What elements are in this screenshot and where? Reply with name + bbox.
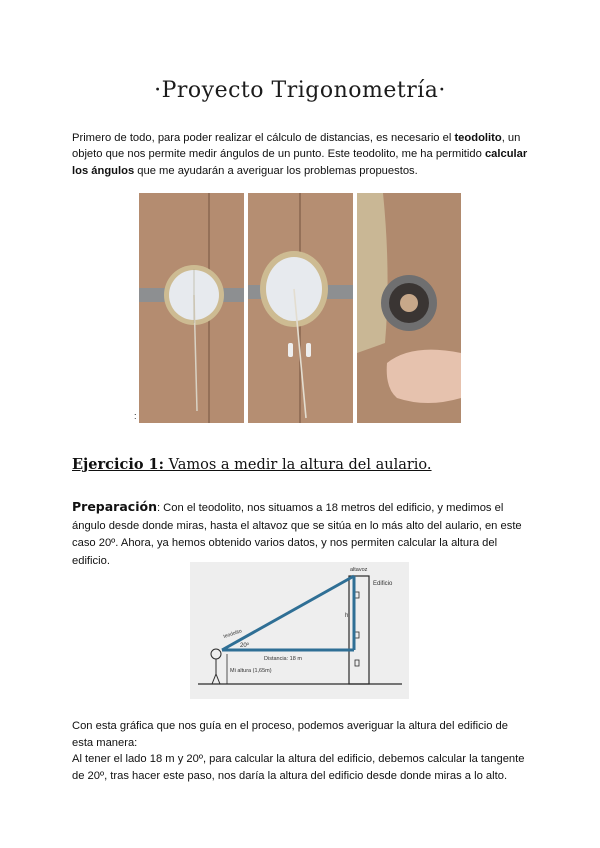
theodolite-photos	[139, 193, 461, 423]
theodolite-photo-tube	[357, 193, 461, 423]
intro-bold-teodolito: teodolito	[454, 132, 502, 144]
theodolite-photo-angle	[248, 193, 353, 423]
preparation-lead: Preparación	[72, 499, 157, 514]
theodolite-photo-front	[139, 193, 244, 423]
intro-text-2: , un objeto que nos permite medir ángulos de un punto. Este teodolito, me ha permitido	[72, 132, 521, 161]
diagram-label-theodolite: teodolito	[222, 628, 243, 640]
diagram-label-my-height: Mi altura (1,65m)	[230, 668, 272, 674]
diagram-label-distance: Distancia: 18 m	[264, 656, 302, 662]
conclusion-paragraph	[72, 718, 530, 784]
exercise-heading	[72, 456, 432, 473]
exercise-title: Vamos a medir la altura del aulario.	[164, 457, 432, 473]
conclusion-line-1: Con esta gráfica que nos guía en el proceso, podemos averiguar la altura del edificio de esta manera:	[72, 720, 508, 749]
conclusion-line-2: Al tener el lado 18 m y 20º, para calcular la altura del edificio, debemos calcular la tangente de 20º, tras hacer este paso, nos daría la altura del edificio desde donde miras a lo alto.	[72, 753, 525, 782]
diagram-label-height: h	[345, 613, 349, 619]
building-height-diagram	[190, 562, 409, 699]
diagram-label-angle: 20º	[240, 643, 249, 649]
diagram-label-speaker: altavoz	[350, 567, 368, 573]
exercise-label: Ejercicio 1:	[72, 456, 164, 473]
diagram-label-building: Edificio	[373, 581, 393, 587]
intro-paragraph	[72, 130, 530, 179]
intro-text-1: Primero de todo, para poder realizar el cálculo de distancias, es necesario el	[72, 132, 455, 144]
preparation-text: : Con el teodolito, nos situamos a 18 metros del edificio, y medimos el ángulo desde donde miras, hasta el altavoz que se sitúa en lo más alto del aulario, en este caso 20º. Ahora, ya hemos obtenido varios datos, y nos permiten calcular la altura del edificio.	[72, 502, 522, 567]
intro-text-3: que me ayudarán a averiguar los problemas propuestos.	[134, 164, 418, 177]
intro-bold-calcular: calcular los ángulos	[72, 148, 528, 177]
preparation-paragraph	[72, 498, 530, 570]
photo-caption-mark: :	[134, 411, 137, 421]
page-title: ·Proyecto Trigonometría·	[154, 78, 446, 103]
